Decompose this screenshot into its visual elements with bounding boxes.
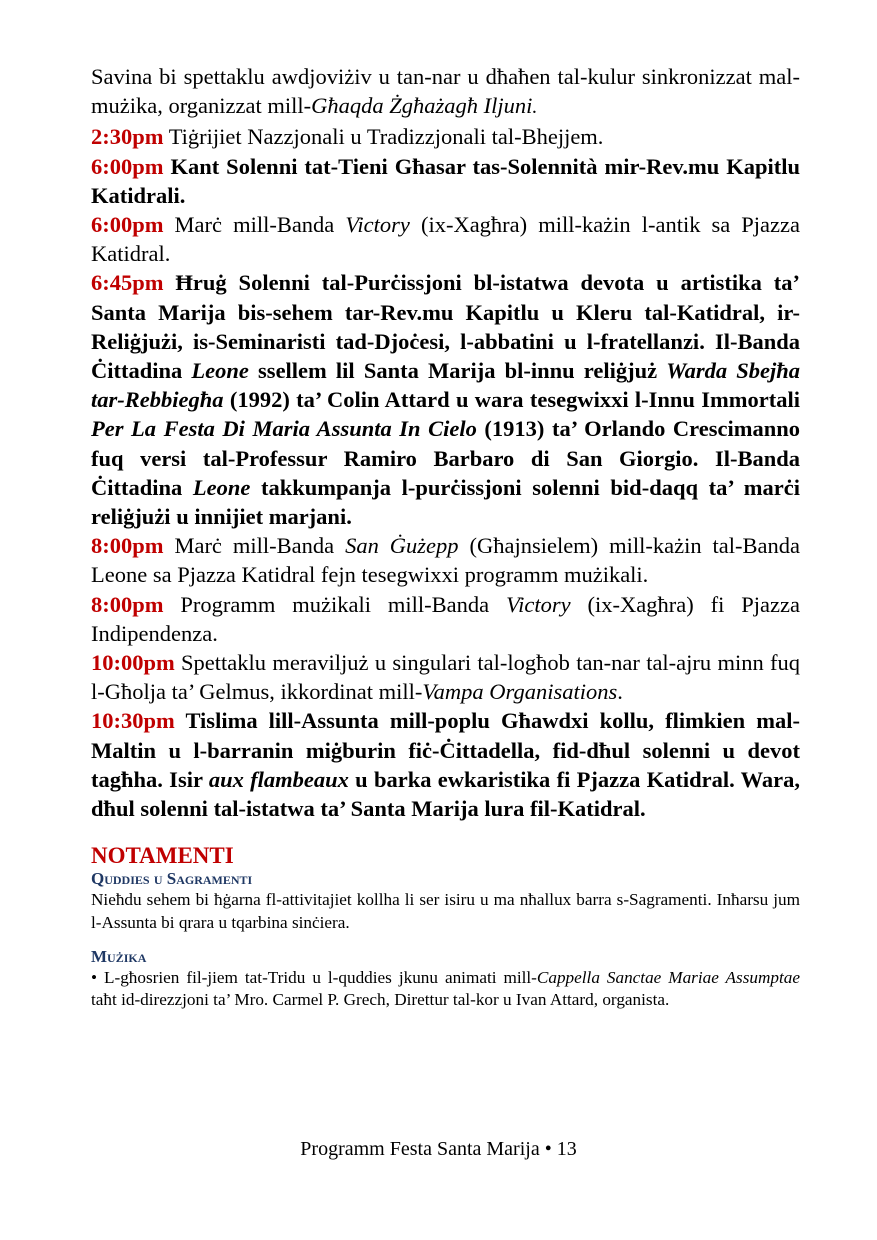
- event-time: 10:30pm: [91, 708, 175, 734]
- text-run: Savina bi spettaklu awdjoviżiv u tan-nar u dħaħen tal-kulur sinkronizzat mal-mużika, organizzat mill-: [91, 64, 800, 119]
- notes-heading: NOTAMENTI: [91, 843, 234, 869]
- text-run: taħt id-direzzjoni ta’ Mro. Carmel P. Grech, Direttur tal-kor u Ivan Attard, organista.: [91, 990, 670, 1010]
- schedule-entry: [91, 62, 800, 122]
- text-run: Programm mużikali mill-Banda: [163, 591, 507, 617]
- schedule-entry: [91, 122, 800, 151]
- event-time: 10:00pm: [91, 650, 175, 676]
- italic-text: Victory: [345, 212, 410, 238]
- note-section-text: [91, 889, 800, 934]
- text-run: Kant Solenni tat-Tieni Għasar tas-Solennità mir-Rev.mu Kapitlu Katidrali.: [91, 153, 800, 208]
- page-footer: Programm Festa Santa Marija • 13: [300, 1138, 577, 1160]
- text-run: u barka ewkaristika fi Pjazza Katidral. Wara, dħul solenni tal-istatwa ta’ Santa Marija lura fil-Katidral.: [91, 766, 800, 822]
- italic-text: Leone: [192, 474, 251, 500]
- italic-text: Per La Festa Di Maria Assunta In Cielo: [91, 416, 477, 442]
- text-run: Tiġrijiet Nazzjonali u Tradizzjonali tal-Bhejjem.: [163, 124, 604, 150]
- notes-sections: [91, 869, 800, 1011]
- italic-text: aux flambeaux: [208, 766, 349, 792]
- text-run: (Għajnsielem) mill-każin tal-Banda Leone sa Pjazza Katidral fejn tesegwixxi programm mużikali.: [91, 533, 801, 588]
- event-time: 6:00pm: [91, 212, 164, 238]
- text-run: .: [617, 679, 623, 705]
- text-run: (1992) ta’ Colin Attard u wara tesegwixxi l-Innu Immortali: [223, 387, 800, 413]
- italic-text: San Ġużepp: [345, 533, 459, 559]
- event-time: 6:45pm: [91, 270, 164, 296]
- text-run: Nieħdu sehem bi ħġarna fl-attivitajiet kollha li ser isiru u ma nħallux barra s-Sagramenti. Inħarsu jum l-Assunta bi qrara u tqarbina sinċiera.: [91, 890, 800, 932]
- schedule-entry: [91, 648, 800, 706]
- note-section-text: [91, 967, 800, 1012]
- text-run: ssellem lil Santa Marija bl-innu reliġjuż: [248, 358, 667, 384]
- text-run: (ix-Xagħra) mill-każin l-antik sa Pjazza Katidral.: [91, 212, 800, 267]
- event-schedule: [91, 62, 800, 823]
- note-section-title: Mużika: [91, 946, 147, 966]
- italic-text: Warda Sbejħa tar-Rebbiegħa: [91, 358, 801, 413]
- italic-text: Cappella Sanctae Mariae Assumptae: [536, 967, 801, 987]
- italic-text: Vampa Organisations: [422, 679, 618, 705]
- event-time: 2:30pm: [91, 124, 164, 150]
- text-run: .: [532, 96, 538, 119]
- note-section-title: Quddies u Sagramenti: [91, 869, 253, 889]
- italic-text: Victory: [506, 591, 571, 617]
- text-run: Tislima lill-Assunta mill-poplu Għawdxi kollu, flimkien mal-Maltin u l-barranin miġburin fiċ-Ċittadella, fid-dħul solenni u devot tagħha. Isir: [91, 708, 800, 792]
- text-run: Spettaklu meraviljuż u singulari tal-logħob tan-nar tal-ajru minn fuq l-Għolja ta’ Gelmus, ikkordinat mill-: [91, 650, 800, 705]
- italic-text: Għaqda Żgħażagħ Iljuni: [311, 93, 533, 119]
- italic-text: Leone: [191, 358, 249, 384]
- schedule-entry: [91, 590, 800, 648]
- page-content: [91, 62, 800, 1011]
- schedule-entry: [91, 210, 800, 268]
- text-run: Marċ mill-Banda: [163, 533, 346, 559]
- event-time: 6:00pm: [91, 153, 164, 179]
- text-run: Ħruġ Solenni tal-Purċissjoni bl-istatwa devota u artistika ta’ Santa Marija bis-sehem tar-Rev.mu Kapitlu u Kleru tal-Katidral, ir-Reliġjużi, is-Seminaristi tad-Djoċesi, l-abbatini u l-fratellanzi. Il-Banda Ċittadina: [91, 270, 800, 384]
- schedule-entry: [91, 268, 800, 531]
- event-time: 8:00pm: [91, 533, 164, 559]
- schedule-entry: [91, 152, 800, 210]
- text-run: Marċ mill-Banda: [163, 212, 346, 238]
- text-run: takkumpanja l-purċissjoni solenni bid-daqq ta’ marċi reliġjużi u innijiet marjani.: [91, 474, 800, 530]
- text-run: (1913) ta’ Orlando Crescimanno fuq versi tal-Professur Ramiro Barbaro di San Giorgio. Il-Banda Ċittadina: [91, 416, 800, 500]
- schedule-entry: [91, 706, 800, 823]
- event-time: 8:00pm: [91, 591, 164, 617]
- text-run: • L-għosrien fil-jiem tat-Tridu u l-quddies jkunu animati mill-: [91, 967, 537, 987]
- schedule-entry: [91, 531, 800, 589]
- text-run: (ix-Xagħra) fi Pjazza Indipendenza.: [91, 591, 800, 646]
